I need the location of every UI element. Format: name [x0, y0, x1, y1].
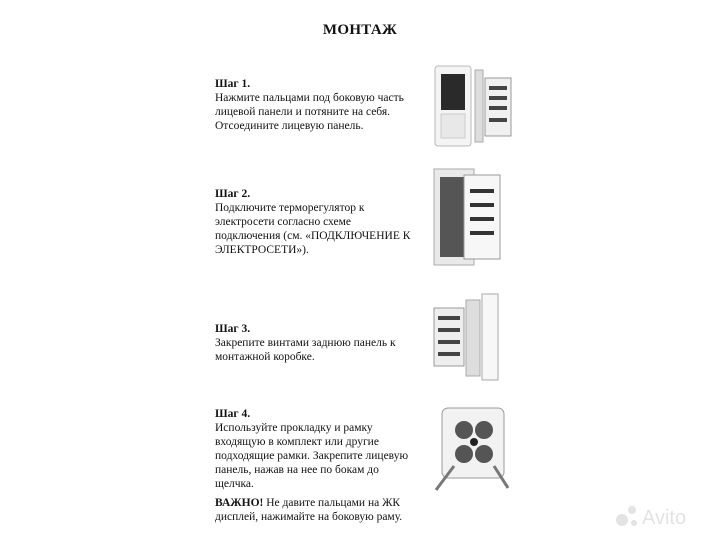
step-2-illustration: [430, 165, 515, 270]
step-1-text: Нажмите пальцами под боковую часть лицевой панели и потяните на себя. Отсоедините лицевую панель.: [215, 92, 404, 132]
watermark-text: Avito: [642, 507, 687, 529]
step-4-warning: [215, 496, 415, 524]
step-2-heading: Шаг 2.: [215, 188, 251, 200]
step-4-heading: Шаг 4.: [215, 408, 251, 420]
step-2-text: Подключите терморегулятор к электросети согласно схеме подключения (см. «ПОДКЛЮЧЕНИЕ К ЭЛЕКТРОСЕТИ»).: [215, 202, 411, 256]
step-3-illustration: [430, 290, 505, 385]
page-title: МОНТАЖ: [322, 22, 398, 38]
step-4-text: Используйте прокладку и рамку входящую в комплект или другие подходящие рамки. Закрепите лицевую панель, нажав на нее по бокам до щелчка.: [215, 422, 409, 490]
step-3: [215, 322, 415, 364]
step-3-heading: Шаг 3.: [215, 323, 251, 335]
avito-watermark: [612, 496, 712, 532]
step-4: [215, 407, 415, 524]
warning-label: ВАЖНО!: [215, 497, 264, 509]
step-1: [215, 77, 415, 133]
step-1-illustration: [425, 60, 520, 150]
step-2: [215, 187, 415, 257]
step-3-text: Закрепите винтами заднюю панель к монтажной коробке.: [215, 337, 396, 363]
step-4-illustration: [430, 400, 515, 500]
step-1-heading: Шаг 1.: [215, 78, 251, 90]
warning-text: Не давите пальцами на ЖК дисплей, нажимайте на боковую раму.: [215, 497, 403, 523]
